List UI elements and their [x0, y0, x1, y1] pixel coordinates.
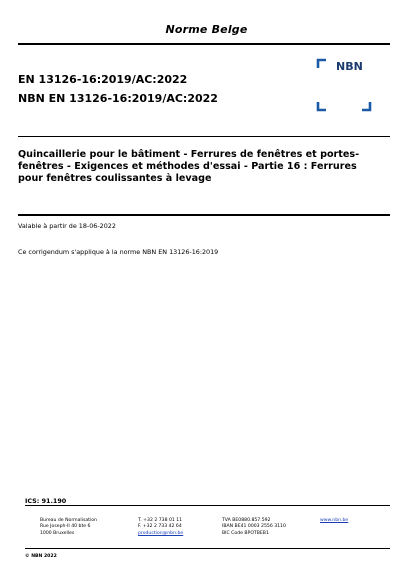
footer-divider: [25, 548, 390, 549]
document-title-line: fenêtres - Exigences et méthodes d'essai - Partie 16 : Ferrures: [18, 161, 357, 172]
address-line: Rue Joseph-II 40 bte 6: [40, 524, 91, 530]
document-title-line: pour fenêtres coulissantes à levage: [18, 173, 212, 184]
phone: T. +32 2 738 01 11: [138, 518, 183, 523]
footer-web: [320, 518, 348, 524]
bic-code: BIC Code BPOTBEB1: [222, 530, 269, 536]
address-line: Bureau de Normalisation: [40, 518, 97, 523]
nbn-code: NBN EN 13126-16:2019/AC:2022: [18, 92, 218, 105]
ics-divider: [25, 505, 390, 506]
en-code: EN 13126-16:2019/AC:2022: [18, 73, 188, 86]
ics-code: ICS: 91.190: [25, 497, 67, 505]
standard-type-title: Norme Belge: [165, 23, 248, 36]
copyright: © NBN 2022: [25, 554, 57, 559]
document-title-line: Quincaillerie pour le bâtiment - Ferrures de fenêtres et portes-: [18, 149, 360, 160]
nbn-logo: [316, 58, 372, 112]
website-link[interactable]: www.nbn.be: [320, 518, 349, 523]
footer-bank: [222, 518, 286, 537]
logo-text: NBN: [336, 60, 363, 73]
title-divider: [18, 214, 390, 216]
fax: F. +32 2 733 42 64: [138, 524, 182, 530]
footer-address: [40, 518, 97, 537]
iban: IBAN BE41 0003 2556 3110: [222, 524, 286, 530]
mid-divider: [18, 136, 390, 137]
footer-contact: [138, 518, 183, 537]
top-divider: [18, 43, 390, 45]
document-title: [18, 149, 376, 185]
validity-date: Valable à partir de 18-06-2022: [18, 222, 116, 230]
vat-number: TVA BE0880.857.592: [222, 518, 271, 523]
corrigendum-note: Ce corrigendum s'applique à la norme NBN EN 13126-16:2019: [18, 248, 219, 256]
address-line: 1000 Bruxelles: [40, 530, 75, 536]
email-link[interactable]: production@nbn.be: [138, 530, 184, 536]
